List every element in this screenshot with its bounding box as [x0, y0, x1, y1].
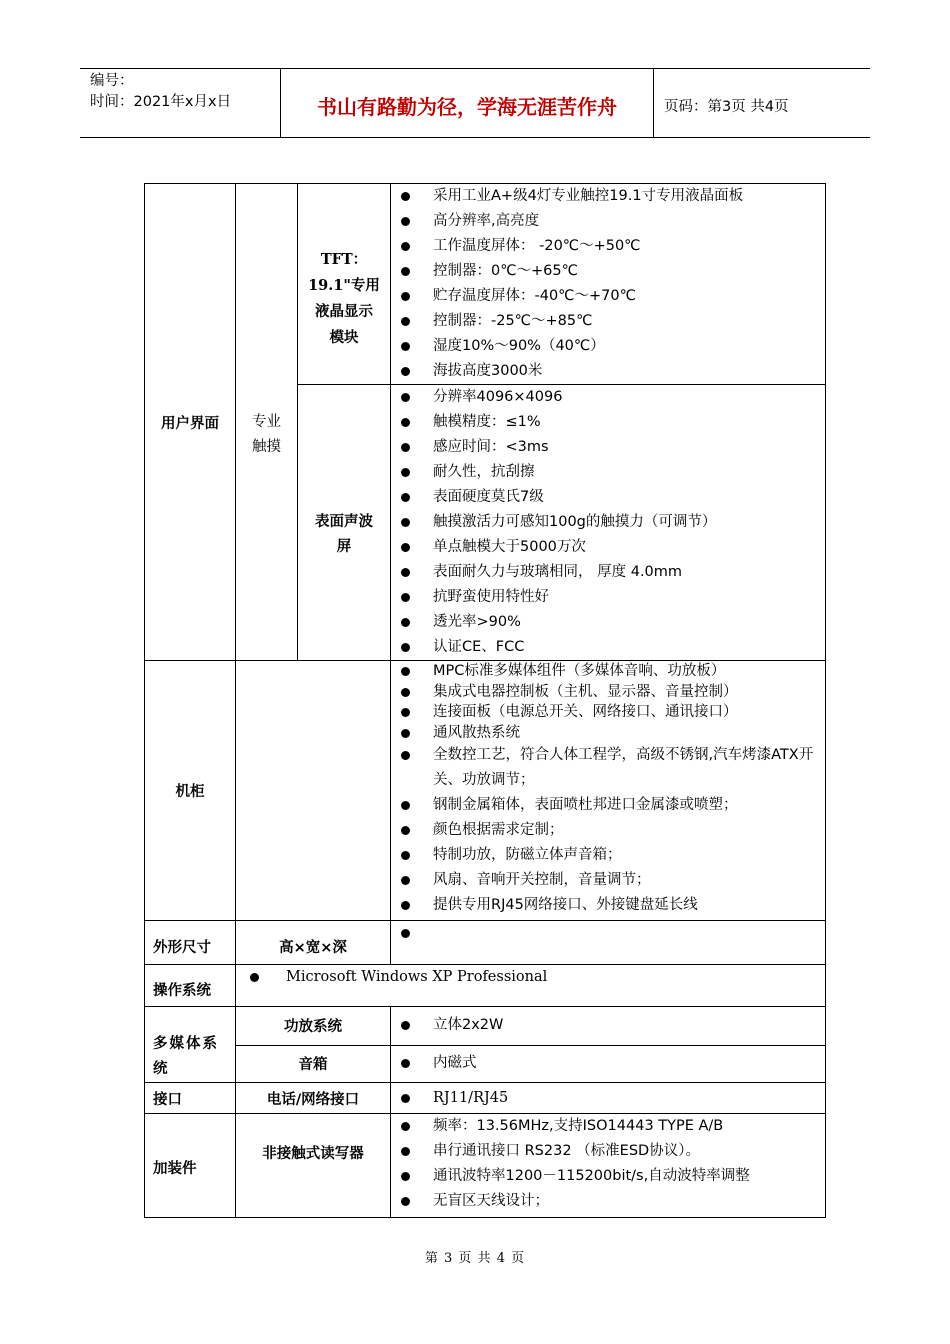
list-item: 全数控工艺，符合人体工程学，高级不锈钢,汽车烤漆ATX开关、功放调节；: [399, 743, 825, 793]
category-cell: [145, 661, 236, 921]
interface-spec-list: [391, 1086, 825, 1111]
category-cell: [145, 1083, 236, 1114]
category-label: 机柜: [175, 784, 205, 800]
spec-list-cell: [391, 385, 826, 661]
spec-list-cell: [391, 1045, 826, 1082]
subcategory-label: 专业 触摸: [252, 413, 281, 455]
list-item: 耐久性，抗刮擦: [399, 460, 825, 485]
list-item: 风扇、音响开关控制，音量调节；: [399, 868, 825, 893]
cabinet-spec-list: [391, 743, 825, 918]
list-item: 内磁式: [399, 1051, 825, 1076]
subcategory-label: 功放系统: [284, 1019, 342, 1036]
list-item: 认证CE、FCC: [399, 635, 825, 660]
list-item: 钢制金属箱体，表面喷杜邦进口金属漆或喷塑；: [399, 793, 825, 818]
list-item: 特制功放，防磁立体声音箱；: [399, 843, 825, 868]
table-row: [145, 965, 826, 1007]
saw-screen-label: 表面声波 屏: [315, 514, 373, 555]
category-cell: [145, 184, 236, 661]
header-motto: 书山有路勤为径，学海无涯苦作舟: [281, 69, 654, 137]
category-cell: [145, 1114, 236, 1218]
list-item: MPC标准多媒体组件（多媒体音响、功放板）: [399, 661, 825, 682]
tft-spec-list: [391, 184, 825, 384]
list-item: 触摸激活力可感知100g的触摸力（可调节）: [399, 510, 825, 535]
table-row: [145, 1045, 826, 1082]
list-item: 海拔高度3000米: [399, 359, 825, 384]
list-item: 表面耐久力与玻璃相同， 厚度 4.0mm: [399, 560, 825, 585]
list-item: 通讯波特率1200－115200bit/s,自动波特率调整: [399, 1164, 825, 1189]
cabinet-spec-list-compact: [391, 661, 825, 743]
table-row: [145, 921, 826, 965]
category-label: 多媒体系 统: [153, 1036, 219, 1077]
list-item: 颜色根据需求定制；: [399, 818, 825, 843]
os-spec-list: [236, 965, 825, 990]
spec-list-cell: [391, 1114, 826, 1218]
subcategory-cell: [236, 1114, 391, 1218]
list-item: 分辨率4096×4096: [399, 385, 825, 410]
amplifier-spec-list: [391, 1013, 825, 1038]
empty-cell: [236, 661, 391, 921]
subcategory-cell: [236, 1045, 391, 1082]
table-row: [145, 1083, 826, 1114]
list-item: 提供专用RJ45网络接口、外接键盘延长线: [399, 893, 825, 918]
table-row: [145, 1114, 826, 1218]
category-label: 接口: [153, 1091, 182, 1108]
table-row: [145, 661, 826, 921]
list-item: 无盲区天线设计；: [399, 1189, 825, 1214]
category-cell: [145, 965, 236, 1007]
list-item: 表面硬度莫氏7级: [399, 485, 825, 510]
spec-table: [144, 183, 826, 1218]
subcategory-cell: [236, 1083, 391, 1114]
subcategory-label: 音箱: [298, 1057, 328, 1074]
document-number-label: 编号：: [90, 73, 134, 89]
list-item: 串行通讯接口 RS232 （标准ESD协议）。: [399, 1139, 825, 1164]
list-item: 采用工业A+级4灯专业触控19.1寸专用液晶面板: [399, 184, 825, 209]
list-item: 触模精度：≤1%: [399, 410, 825, 435]
subcategory-label: 非接触式读写器: [262, 1146, 364, 1162]
list-item: 感应时间：<3ms: [399, 435, 825, 460]
list-item: 抗野蛮使用特性好: [399, 585, 825, 610]
category-label: 外形尺寸: [153, 940, 211, 956]
list-item: 湿度10%～90%（40℃）: [399, 334, 825, 359]
table-row: [145, 184, 826, 385]
subcategory-cell: [236, 921, 391, 965]
list-item: 连接面板（电源总开关、网络接口、通讯接口）: [399, 702, 825, 723]
spec-list-cell: [391, 1007, 826, 1046]
list-item: 立体2x2W: [399, 1013, 825, 1038]
table-row: [145, 1007, 826, 1046]
category-cell: [145, 921, 236, 965]
category-label: 用户界面: [161, 415, 219, 432]
list-item: 频率：13.56MHz,支持ISO14443 TYPE A/B: [399, 1114, 825, 1139]
list-item: 贮存温度屏体：-40℃～+70℃: [399, 284, 825, 309]
list-item: 透光率>90%: [399, 610, 825, 635]
list-item: 控制器：-25℃～+85℃: [399, 309, 825, 334]
header-page-number: 页码：第3页 共4页: [664, 98, 789, 115]
subcategory-label: 电话/网络接口: [266, 1091, 360, 1108]
category-label: 操作系统: [153, 983, 211, 999]
reader-spec-list: [391, 1114, 825, 1214]
page-footer: 第 3 页 共 4 页: [424, 1251, 526, 1266]
spec-list-cell: [391, 1083, 826, 1114]
component-cell: [298, 385, 391, 661]
tft-module-label: TFT： 19.1"专用 液晶显示 模块: [308, 251, 380, 346]
spec-list-cell: [391, 661, 826, 921]
list-item: 控制器：0℃～+65℃: [399, 259, 825, 284]
spec-list-cell: [391, 921, 826, 965]
speaker-spec-list: [391, 1051, 825, 1076]
subcategory-cell: [236, 1007, 391, 1046]
saw-spec-list: [391, 385, 825, 660]
list-item: 高分辨率,高亮度: [399, 209, 825, 234]
list-item: 通风散热系统: [399, 723, 825, 744]
subcategory-cell: [236, 184, 298, 661]
list-item: 单点触模大于5000万次: [399, 535, 825, 560]
list-item: 工作温度屏体： -20℃～+50℃: [399, 234, 825, 259]
list-item: Microsoft Windows XP Professional: [248, 965, 825, 990]
header-meta: [80, 69, 281, 137]
category-cell: [145, 1007, 236, 1083]
list-item: 集成式电器控制板（主机、显示器、音量控制）: [399, 682, 825, 703]
category-label: 加装件: [153, 1161, 197, 1177]
os-value-cell: [236, 965, 826, 1007]
document-date-label: 时间：2021年x月x日: [90, 94, 232, 110]
component-cell: [298, 184, 391, 385]
page-header: [80, 68, 870, 138]
list-item: RJ11/RJ45: [399, 1086, 825, 1111]
spec-list-cell: [391, 184, 826, 385]
subcategory-label: 高×宽×深: [279, 940, 347, 956]
